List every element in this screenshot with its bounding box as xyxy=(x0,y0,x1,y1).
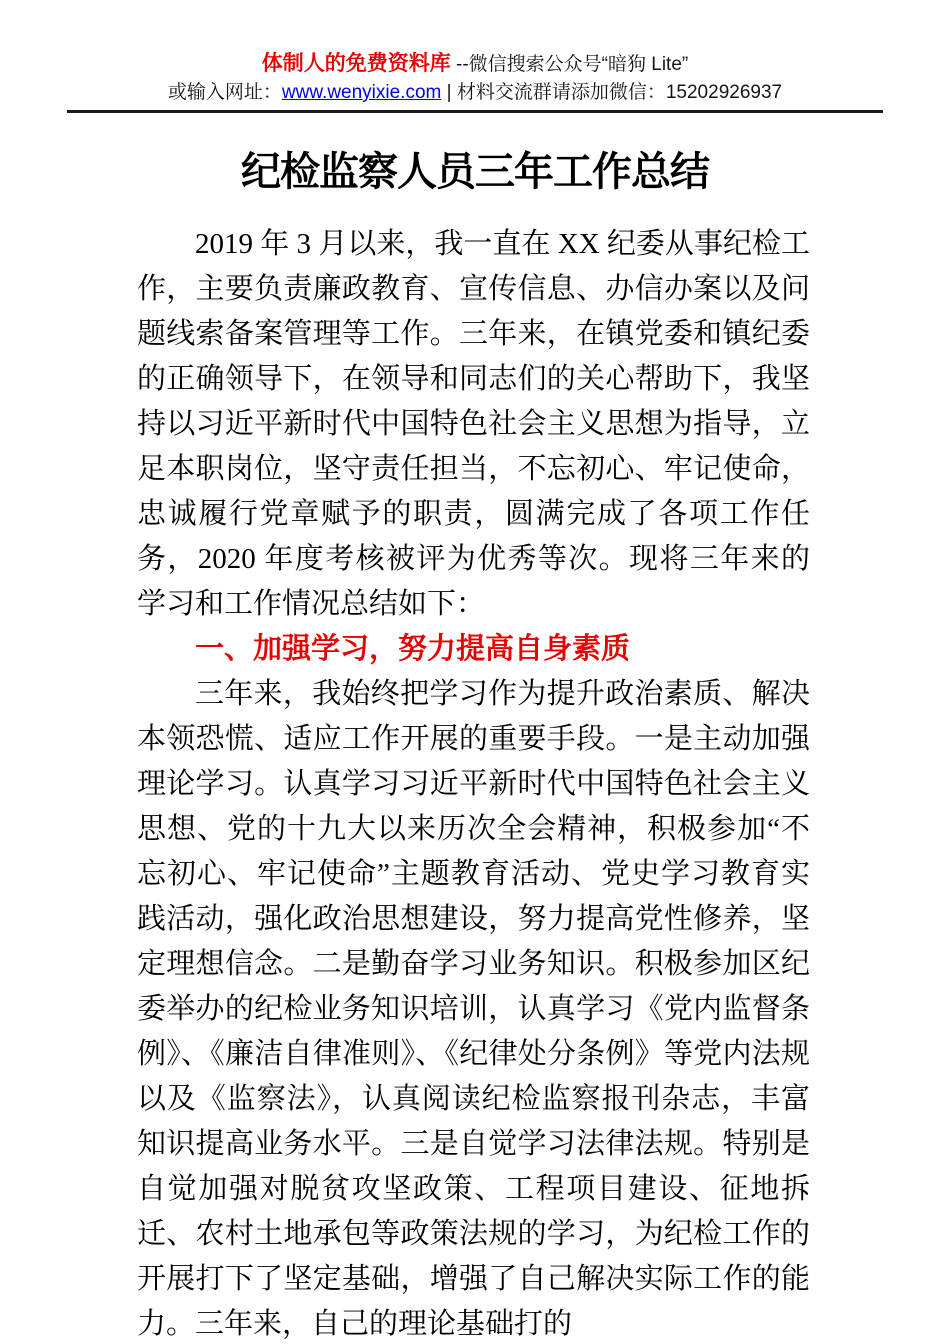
paragraph-section-1: 三年来，我始终把学习作为提升政治素质、解决本领恐慌、适应工作开展的重要手段。一是主动加强理论学习。认真学习习近平新时代中国特色社会主义思想、党的十九大以来历次全会精神，积极参加“不忘初心、牢记使命”主题教育活动、党史学习教育实践活动，强化政治思想建设，努力提高党性修养，坚定理想信念。二是勤奋学习业务知识。积极参加区纪委举办的纪检业务知识培训，认真学习《党内监督条例》、《廉洁自律准则》、《纪律处分条例》等党内法规以及《监察法》，认真阅读纪检监察报刊杂志，丰富知识提高业务水平。三是自觉学习法律法规。特别是自觉加强对脱贫攻坚政策、工程项目建设、征地拆迁、农村土地承包等政策法规的学习，为纪检工作的开展打下了坚定基础，增强了自己解决实际工作的能力。三年来，自己的理论基础打的 xyxy=(137,678,810,1340)
header-line-2 xyxy=(0,79,950,106)
header-divider xyxy=(67,110,883,113)
website-link[interactable]: www.wenyixie.com xyxy=(281,82,442,103)
url-prefix-label: 或输入网址： xyxy=(167,82,282,103)
document-title: 纪检监察人员三年工作总结 xyxy=(241,149,709,194)
header-line-1 xyxy=(0,50,950,79)
document-body xyxy=(137,222,810,1344)
paragraph-intro: 2019 年 3 月以来，我一直在 XX 纪委从事纪检工作，主要负责廉政教育、宣传信息、办信办案以及问题线索备案管理等工作。三年来，在镇党委和镇纪委的正确领导下，在领导和同志们的关心帮助下，我坚持以习近平新时代中国特色社会主义思想为指导，立足本职岗位，坚守责任担当，不忘初心、牢记使命，忠诚履行党章赋予的职责，圆满完成了各项工作任务，2020 年度考核被评为优秀等次。现将三年来的学习和工作情况总结如下： xyxy=(137,228,810,620)
contact-note: | 材料交流群请添加微信：15202926937 xyxy=(441,82,783,103)
section-heading-1: 一、加强学习，努力提高自身素质 xyxy=(195,633,631,665)
brand-text: 体制人的免费资料库 xyxy=(261,52,451,75)
page-header xyxy=(0,0,950,113)
wechat-note: --微信搜索公众号“暗狗 Lite” xyxy=(450,54,689,75)
